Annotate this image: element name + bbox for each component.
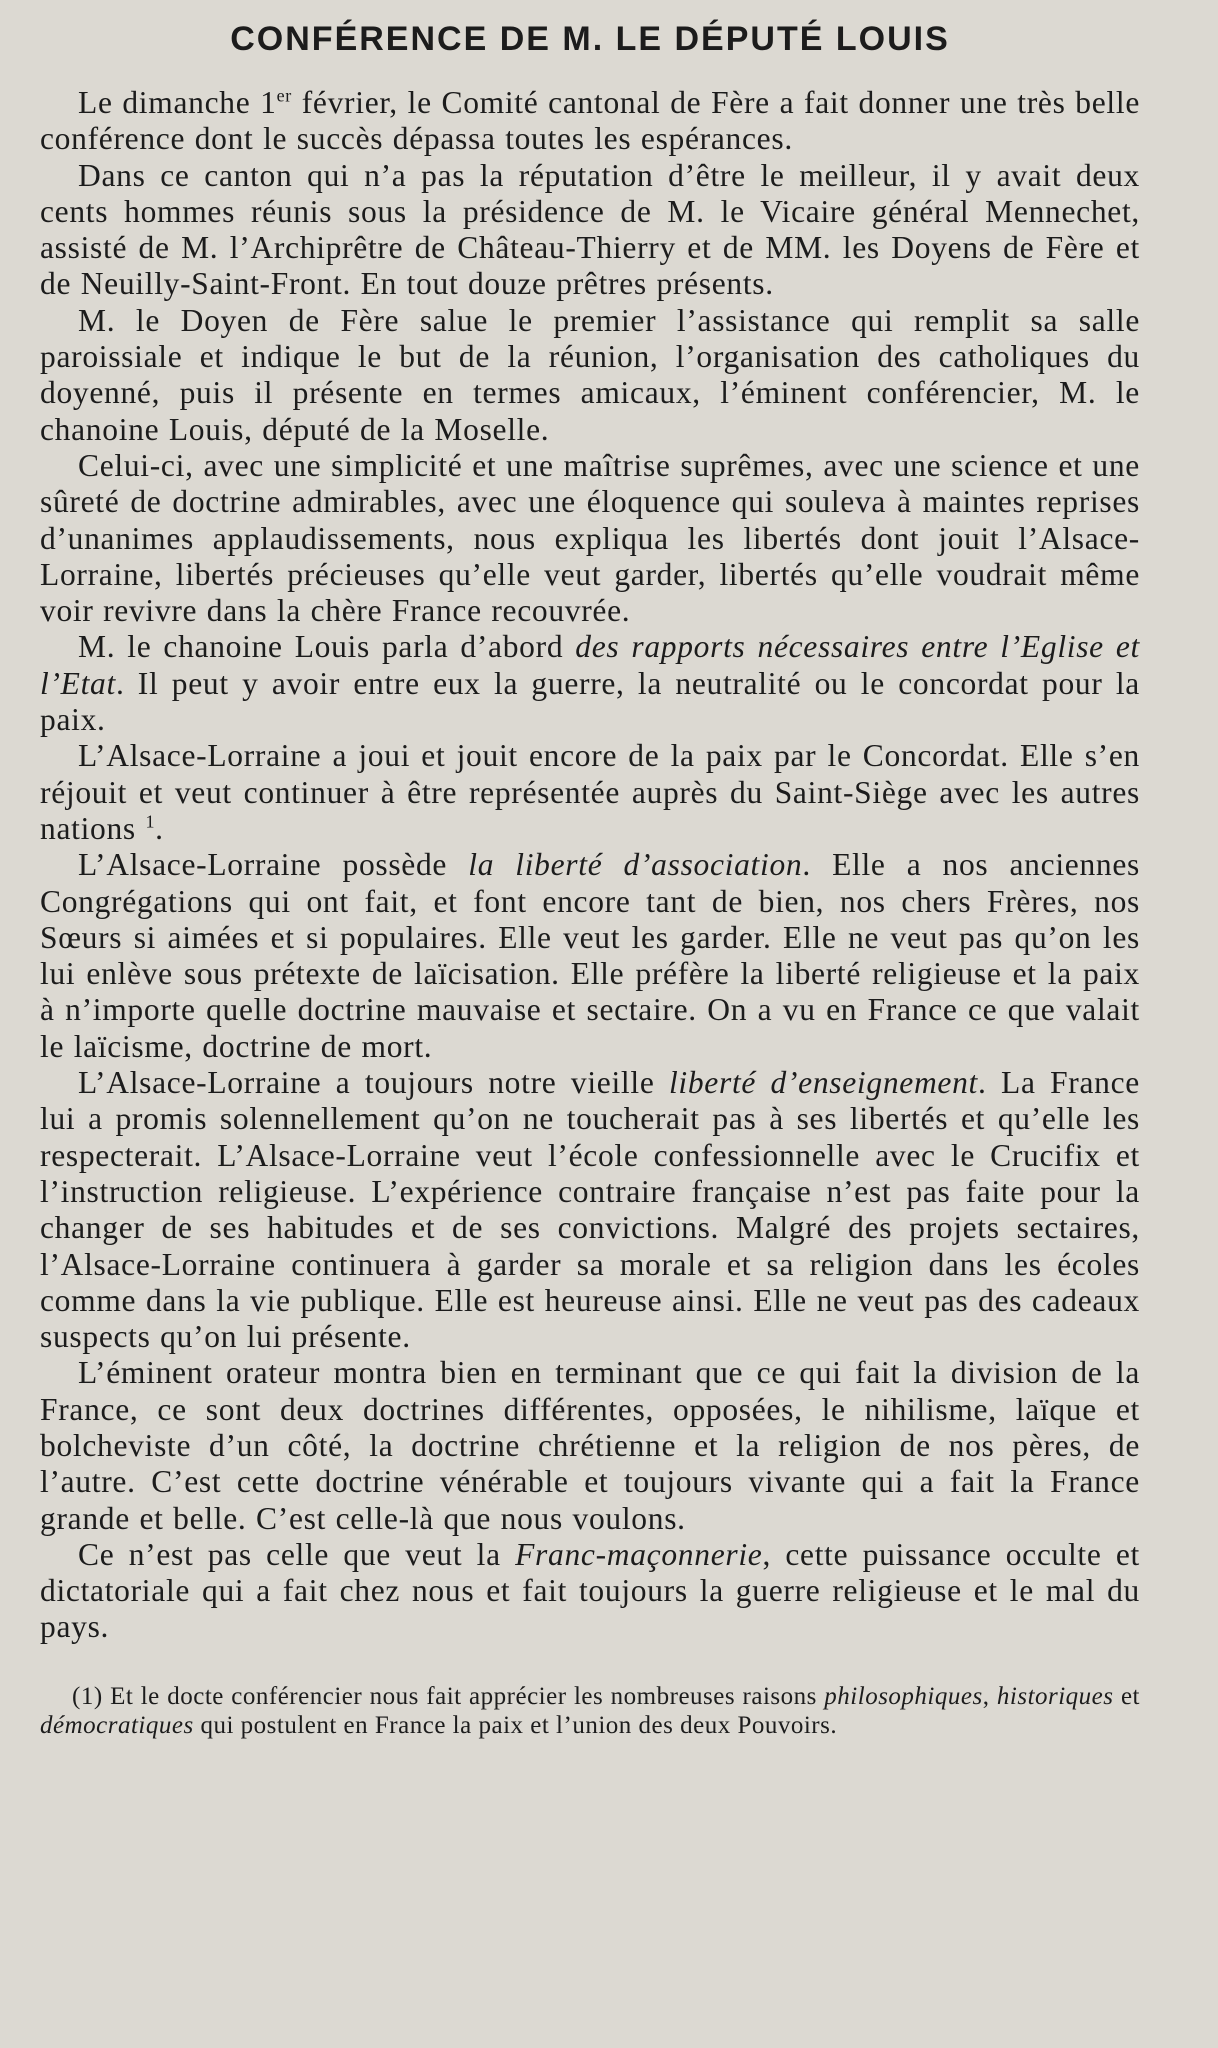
page-title: CONFÉRENCE DE M. LE DÉPUTÉ LOUIS — [230, 20, 950, 58]
paragraph-2: Dans ce canton qui n’a pas la réputation d’être le meilleur, il y avait deux cents hommes réunis sous la présidence de M. le Vicaire général Mennechet, assisté de M. l’Archiprêtre de Château-Thierry et de MM. les Doyens de Fère et de Neuilly-Saint-Front. En tout douze prêtres présents. — [40, 157, 1140, 302]
paragraph-8-text: L’Alsace-Lorraine a toujours notre vieille — [78, 1065, 669, 1101]
paragraph-5-text: M. le chanoine Louis parla d’abord — [78, 629, 576, 665]
footnote-text: (1) Et le docte conférencier nous fait apprécier les nombreuses raisons — [72, 1682, 825, 1710]
document-page — [40, 12, 1140, 2032]
paragraph-6-text: L’Alsace-Lorraine a joui et jouit encore de la paix par le Concordat. Elle s’en réjouit et veut continuer à être représentée auprès du Saint-Siège avec les autres nations — [40, 738, 1140, 846]
paragraph-10-italic: Franc-maçonnerie — [515, 1536, 763, 1572]
footnote-marker: 1 — [145, 811, 156, 832]
paragraph-8-italic: liberté d’enseignement — [668, 1065, 978, 1101]
paragraph-1-text-cont: février, le Comité cantonal de Fère a fait donner une très belle conférence dont le succès dépassa toutes les espérances. — [40, 85, 1140, 157]
paragraph-8-text-cont: . La France lui a promis solennellement qu’on ne toucherait pas à ses libertés et qu’elle les respecterait. L’Alsace-Lorraine veut l’école confessionnelle avec le Crucifix et l’instruction religieuse. L’expérience contraire française n’est pas faite pour la changer de ses habitudes et de ses convictions. Malgré des projets sectaires, l’Alsace-Lorraine continuera à garder sa morale et sa religion dans les écoles comme dans la vie publique. Elle est heureuse ainsi. Elle ne veut pas des cadeaux suspects qu’on lui présente. — [40, 1065, 1140, 1355]
footnote-sep-1: , — [982, 1682, 997, 1710]
paragraph-6-end: . — [155, 810, 164, 846]
paragraph-10-text: Ce n’est pas celle que veut la — [78, 1536, 516, 1572]
footnote-text-end: qui postulent en France la paix et l’union des deux Pouvoirs. — [193, 1711, 838, 1739]
paragraph-5-text-cont: . Il peut y avoir entre eux la guerre, la neutralité ou le concordat pour la paix. — [40, 665, 1140, 738]
paragraph-9: L’éminent orateur montra bien en terminant que ce qui fait la division de la France, ce sont deux doctrines différentes, opposées, le nihilisme, laïque et bolcheviste d’un côté, la doctrine chrétienne et la religion de nos pères, de l’autre. C’est cette doctrine vénérable et toujours vivante qui a fait la France grande et belle. C’est celle-là que nous voulons. — [40, 1355, 1140, 1536]
paragraph-7-text: L’Alsace-Lorraine possède — [78, 847, 469, 883]
footnote-sep-2: et — [1113, 1682, 1140, 1710]
footnote — [40, 1682, 1140, 1740]
paragraph-1-text: Le dimanche 1 — [78, 85, 277, 120]
ordinal-superscript: er — [276, 85, 292, 106]
footnote-italic-1: philosophiques — [824, 1682, 983, 1710]
paragraph-3: M. le Doyen de Fère salue le premier l’assistance qui remplit sa salle paroissiale et indique le but de la réunion, l’organisation des catholiques du doyenné, puis il présente en termes amicaux, l’éminent conférencier, M. le chanoine Louis, député de la Moselle. — [40, 302, 1140, 447]
paragraph-7-text-cont: . Elle a nos anciennes Congrégations qui ont fait, et font encore tant de bien, nos chers Frères, nos Sœurs si aimées et si populaires. Elle veut les garder. Elle ne veut pas qu’on les lui enlève sous prétexte de laïcisation. Elle préfère la liberté religieuse et la paix à n’importe quelle doctrine mauvaise et sectaire. On a vu en France ce que valait le laïcisme, doctrine de mort. — [40, 847, 1140, 1064]
footnote-italic-3: démocratiques — [40, 1711, 194, 1739]
paragraph-6 — [40, 738, 1140, 847]
paragraph-5-italic: des rapports nécessaires entre l’Eglise et l’Etat — [40, 629, 1140, 701]
paragraph-10 — [40, 1537, 1140, 1646]
paragraph-1 — [40, 85, 1140, 158]
paragraph-4: Celui-ci, avec une simplicité et une maîtrise suprêmes, avec une science et une sûreté de doctrine admirables, avec une éloquence qui souleva à maintes reprises d’unanimes applaudissements, nous expliqua les libertés dont jouit l’Alsace-Lorraine, libertés précieuses qu’elle veut garder, libertés qu’elle voudrait même voir revivre dans la chère France recouvrée. — [40, 447, 1140, 629]
paragraph-5 — [40, 629, 1140, 738]
paragraph-10-text-cont: , cette puissance occulte et dictatoriale qui a fait chez nous et fait toujours la guerre religieuse et le mal du pays. — [40, 1536, 1140, 1645]
paragraph-8 — [40, 1065, 1140, 1355]
paragraph-7-italic: la liberté d’association — [468, 847, 803, 883]
footnote-italic-2: historiques — [996, 1682, 1114, 1710]
paragraph-7 — [40, 847, 1140, 1065]
